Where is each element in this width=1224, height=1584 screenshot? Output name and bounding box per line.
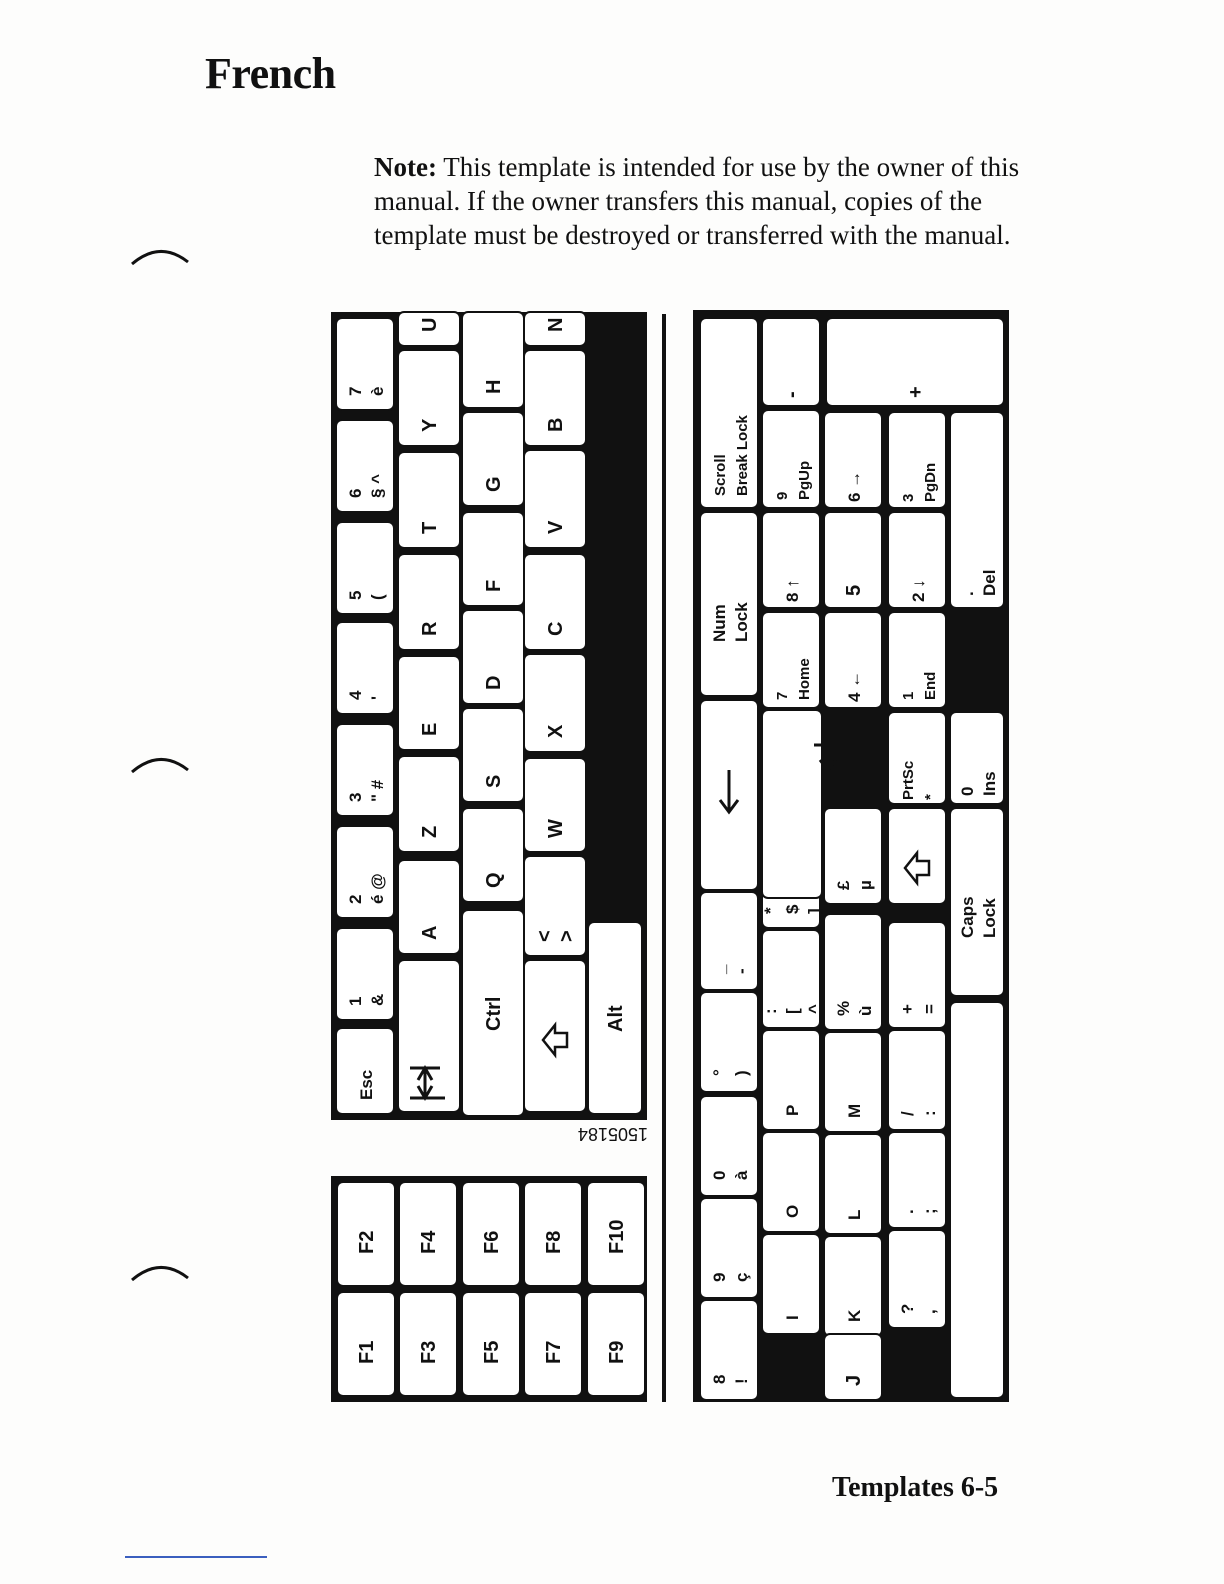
key-num-7 [336,318,394,410]
key-fn-f1 [337,1292,395,1396]
key-letter-j [824,1334,882,1400]
key-label: 1 End [900,671,939,700]
key-num [700,992,758,1092]
key-letter-v [524,450,586,548]
key-label: + = [898,1004,939,1014]
key-letter-w [524,758,586,852]
key-label: - [781,391,803,398]
key-label: 2 ↓ [909,579,928,602]
key-cap [888,712,946,804]
key-label: / : [898,1110,939,1116]
key-label: <> [534,930,578,942]
key-scroll-lock [700,318,758,508]
key-num-8 [700,1300,758,1400]
key-fn-f10 [587,1182,645,1286]
key-label: 6 → [845,470,864,502]
key-letter-d [462,610,524,704]
key-num-0 [700,1096,758,1196]
key-cap [700,1198,758,1298]
key-num-lock [700,512,758,696]
key-prtsc [888,712,946,804]
key-label: C [545,621,567,636]
key-home [762,612,820,708]
key-label: F8 [543,1230,565,1254]
key-tab [398,960,460,1112]
key-num-2 [336,826,394,918]
key-label: * $ ] [761,904,824,914]
key-label: W [545,819,567,838]
key-letter-o [762,1132,820,1232]
key-label: 4 ' [346,690,387,700]
key-label: I [783,1315,802,1320]
key-fn-f5 [462,1292,520,1396]
key-num-3 [336,724,394,816]
key-letter-a [398,860,460,954]
key-pgup [762,410,820,508]
key-num-9 [700,1198,758,1298]
bottom-rule [125,1556,267,1558]
note-text: This template is intended for use by the owner of this manual. If the owner transfers this manual, copies of the template must be destroyed or transferred with the manual. [374,152,1020,250]
key-label: 7 Home [774,658,813,700]
key-num-esc [336,1028,394,1114]
key-fn-f7 [524,1292,582,1396]
note-label: Note: [374,152,437,182]
key-letter-q [462,808,524,902]
key-letter-u [398,312,460,346]
key-label: 5 [843,584,865,596]
key-label: G [483,476,505,492]
key-fn-f4 [399,1182,457,1286]
key-left-arrow [824,612,882,708]
key-sym [888,1132,946,1228]
key-blank-key [950,1002,1004,1398]
key-cap [700,1096,758,1196]
key-fn-f9 [587,1292,645,1396]
key-label: Num Lock [710,602,751,642]
key-num [700,892,758,990]
key-keypad-plus [826,318,1004,406]
key-letter-ctrl [462,910,524,1116]
key-label: F1 [356,1340,378,1364]
key-letter-p [762,1030,820,1130]
key-label: F9 [606,1340,628,1364]
key-letter-k [824,1236,882,1336]
key-label: U [419,317,441,332]
key-cap [950,1002,1004,1398]
key-cap [762,710,822,898]
key-fn-f3 [399,1292,457,1396]
key-label: V [545,520,567,534]
key-letter [824,914,882,1030]
key-label: + [905,386,927,398]
key-letter-n [524,312,586,346]
key-label: Scroll Break Lock [712,415,751,496]
key-letter-h [462,312,524,408]
key-ins [950,712,1004,804]
key-keypad-5 [824,512,882,608]
key-label: O [783,1204,802,1218]
key-letter-l [824,1134,882,1234]
key-label: £ µ [834,880,875,890]
key-pgdn [888,412,946,508]
key-label: B [545,417,567,432]
key-shift-left [524,960,586,1112]
key-label: F10 [606,1219,628,1254]
key-label: F [483,579,505,592]
key-fn-f8 [524,1182,582,1286]
key-label: Alt [605,1005,627,1032]
key-label: L [845,1209,864,1220]
key-label: 9 PgUp [774,460,813,500]
key-label: . Del [958,569,999,596]
key-label: ? , [898,1303,939,1314]
key-label: 8 ↑ [783,579,802,602]
key-label: T [419,521,441,534]
key-cap [700,1300,758,1400]
key-right-arrow [824,412,882,508]
key-label: H [483,379,505,394]
key-end [888,612,946,708]
key-label: Q [483,872,505,888]
key-label: 7 è [346,386,387,396]
key-num-1 [336,928,394,1020]
key-letter-g [462,412,524,506]
key-label: 8 ! [710,1374,751,1384]
key-label: F3 [418,1340,440,1364]
key-letter-c [524,554,586,650]
key-shift-right [888,808,946,904]
key-sym [888,1230,946,1328]
part-number: 1505184 [577,1124,648,1144]
key-label: A [419,925,441,940]
key-label: J [843,1374,865,1386]
key-cap [824,1334,882,1400]
key-label: _ - [710,964,751,974]
key-label: F4 [418,1230,440,1254]
key-label: PrtSc * [900,760,939,800]
key-label: Ctrl [483,996,505,1031]
key-label: F5 [481,1340,503,1364]
key-label: 6 § ^ [346,473,387,498]
key-label: Esc [357,1069,376,1100]
key-label: % ù [834,1000,875,1016]
key-label: S [483,774,505,788]
key-letter-f [462,512,524,606]
page-footer: Templates 6-5 [832,1472,999,1503]
key-keypad-minus [762,318,820,406]
key-label: : [ ^ [761,1004,824,1014]
key-label: 4 ← [845,670,864,702]
key-label: P [783,1104,802,1116]
key-label: 0 à [710,1170,751,1180]
key-label: 9 ç [710,1272,751,1282]
page-title: French [205,49,336,98]
key-label: 1 & [346,993,387,1006]
key-cap [524,960,586,1112]
key-up-arrow [762,512,820,608]
key-fn-f2 [337,1182,395,1286]
key-label: 0 Ins [958,771,999,796]
key-label: ° ) [710,1069,751,1076]
key-num-6 [336,420,394,512]
key-label: N [545,317,567,332]
key-sym [888,922,946,1028]
key-letter-b [524,350,586,446]
key-letter-m [824,1032,882,1132]
key-letter-s [462,708,524,802]
key-label: M [845,1103,864,1118]
key-label: D [483,675,505,690]
key-letter-x [524,654,586,752]
key-sym [888,1030,946,1130]
key-label: . ; [898,1208,939,1214]
key-letter-t [398,452,460,548]
key-fn-f6 [462,1182,520,1286]
key-label: F6 [481,1230,503,1254]
key-letter [824,808,882,904]
key-letter [524,856,586,956]
key-letter-e [398,656,460,750]
key-letter-r [398,554,460,650]
key-label: F7 [543,1340,565,1364]
key-label: 3 " # [346,779,387,802]
key-down-arrow [888,512,946,608]
key-letter-i [762,1234,820,1334]
key-label: Z [419,825,441,838]
key-caps-lock [950,808,1004,996]
key-cap [700,992,758,1092]
key-label: R [419,621,441,636]
key-label: E [419,722,441,736]
key-label: X [545,724,567,738]
key-letter-z [398,756,460,852]
key-num-5 [336,522,394,614]
key-alt [588,922,642,1114]
key-label: K [845,1309,864,1322]
key-cap [700,892,758,990]
key-label: 5 ( [346,590,387,600]
key-letter-y [398,350,460,446]
key-letter [761,930,824,1028]
key-num-4 [336,622,394,714]
key-label: 3 PgDn [900,462,939,502]
key-del [950,412,1004,608]
key-backspace [700,700,758,890]
key-label: Y [419,418,441,432]
divider-line [662,314,666,1402]
key-label: 2 é @ [346,873,387,904]
key-label: F2 [356,1230,378,1254]
key-label: Caps Lock [958,896,999,938]
